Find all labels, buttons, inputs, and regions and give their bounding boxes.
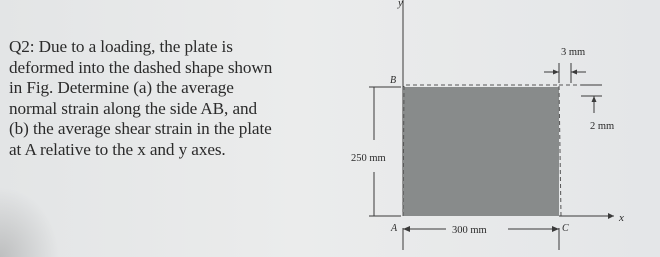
point-a-label: A: [391, 223, 398, 234]
question-line-4: normal strain along the side AB, and: [9, 98, 257, 118]
horizontal-shift-label: 3 mm: [561, 47, 586, 58]
point-c-label: C: [562, 223, 569, 234]
plate-figure: [340, 0, 660, 257]
x-axis-label: x: [619, 212, 624, 224]
vertical-shift-label: 2 mm: [590, 121, 615, 132]
x-axis-arrow: [608, 213, 614, 219]
width-dimension-label: 300 mm: [452, 225, 487, 236]
question-line-3: in Fig. Determine (a) the average: [9, 78, 234, 98]
width-arrow-right: [552, 226, 559, 232]
height-dimension-label: 250 mm: [351, 153, 386, 164]
plate-diagram: [340, 0, 660, 257]
width-arrow-left: [403, 226, 410, 232]
shift-arrow-right-head: [571, 70, 577, 75]
question-line-2: deformed into the dashed shape shown: [9, 57, 273, 77]
y-axis-label: y: [398, 0, 403, 9]
question-line-1: Q2: Due to a loading, the plate is: [9, 37, 233, 56]
shift-arrow-left-head: [553, 70, 559, 75]
corner-shadow: [0, 187, 60, 257]
plate-rectangle: [403, 87, 559, 216]
vshift-arrow-head: [592, 96, 597, 102]
question-text: [9, 37, 344, 161]
point-b-label: B: [390, 75, 397, 86]
question-line-5: (b) the average shear strain in the plate: [9, 119, 272, 139]
question-line-6: at A relative to the x and y axes.: [9, 139, 226, 159]
